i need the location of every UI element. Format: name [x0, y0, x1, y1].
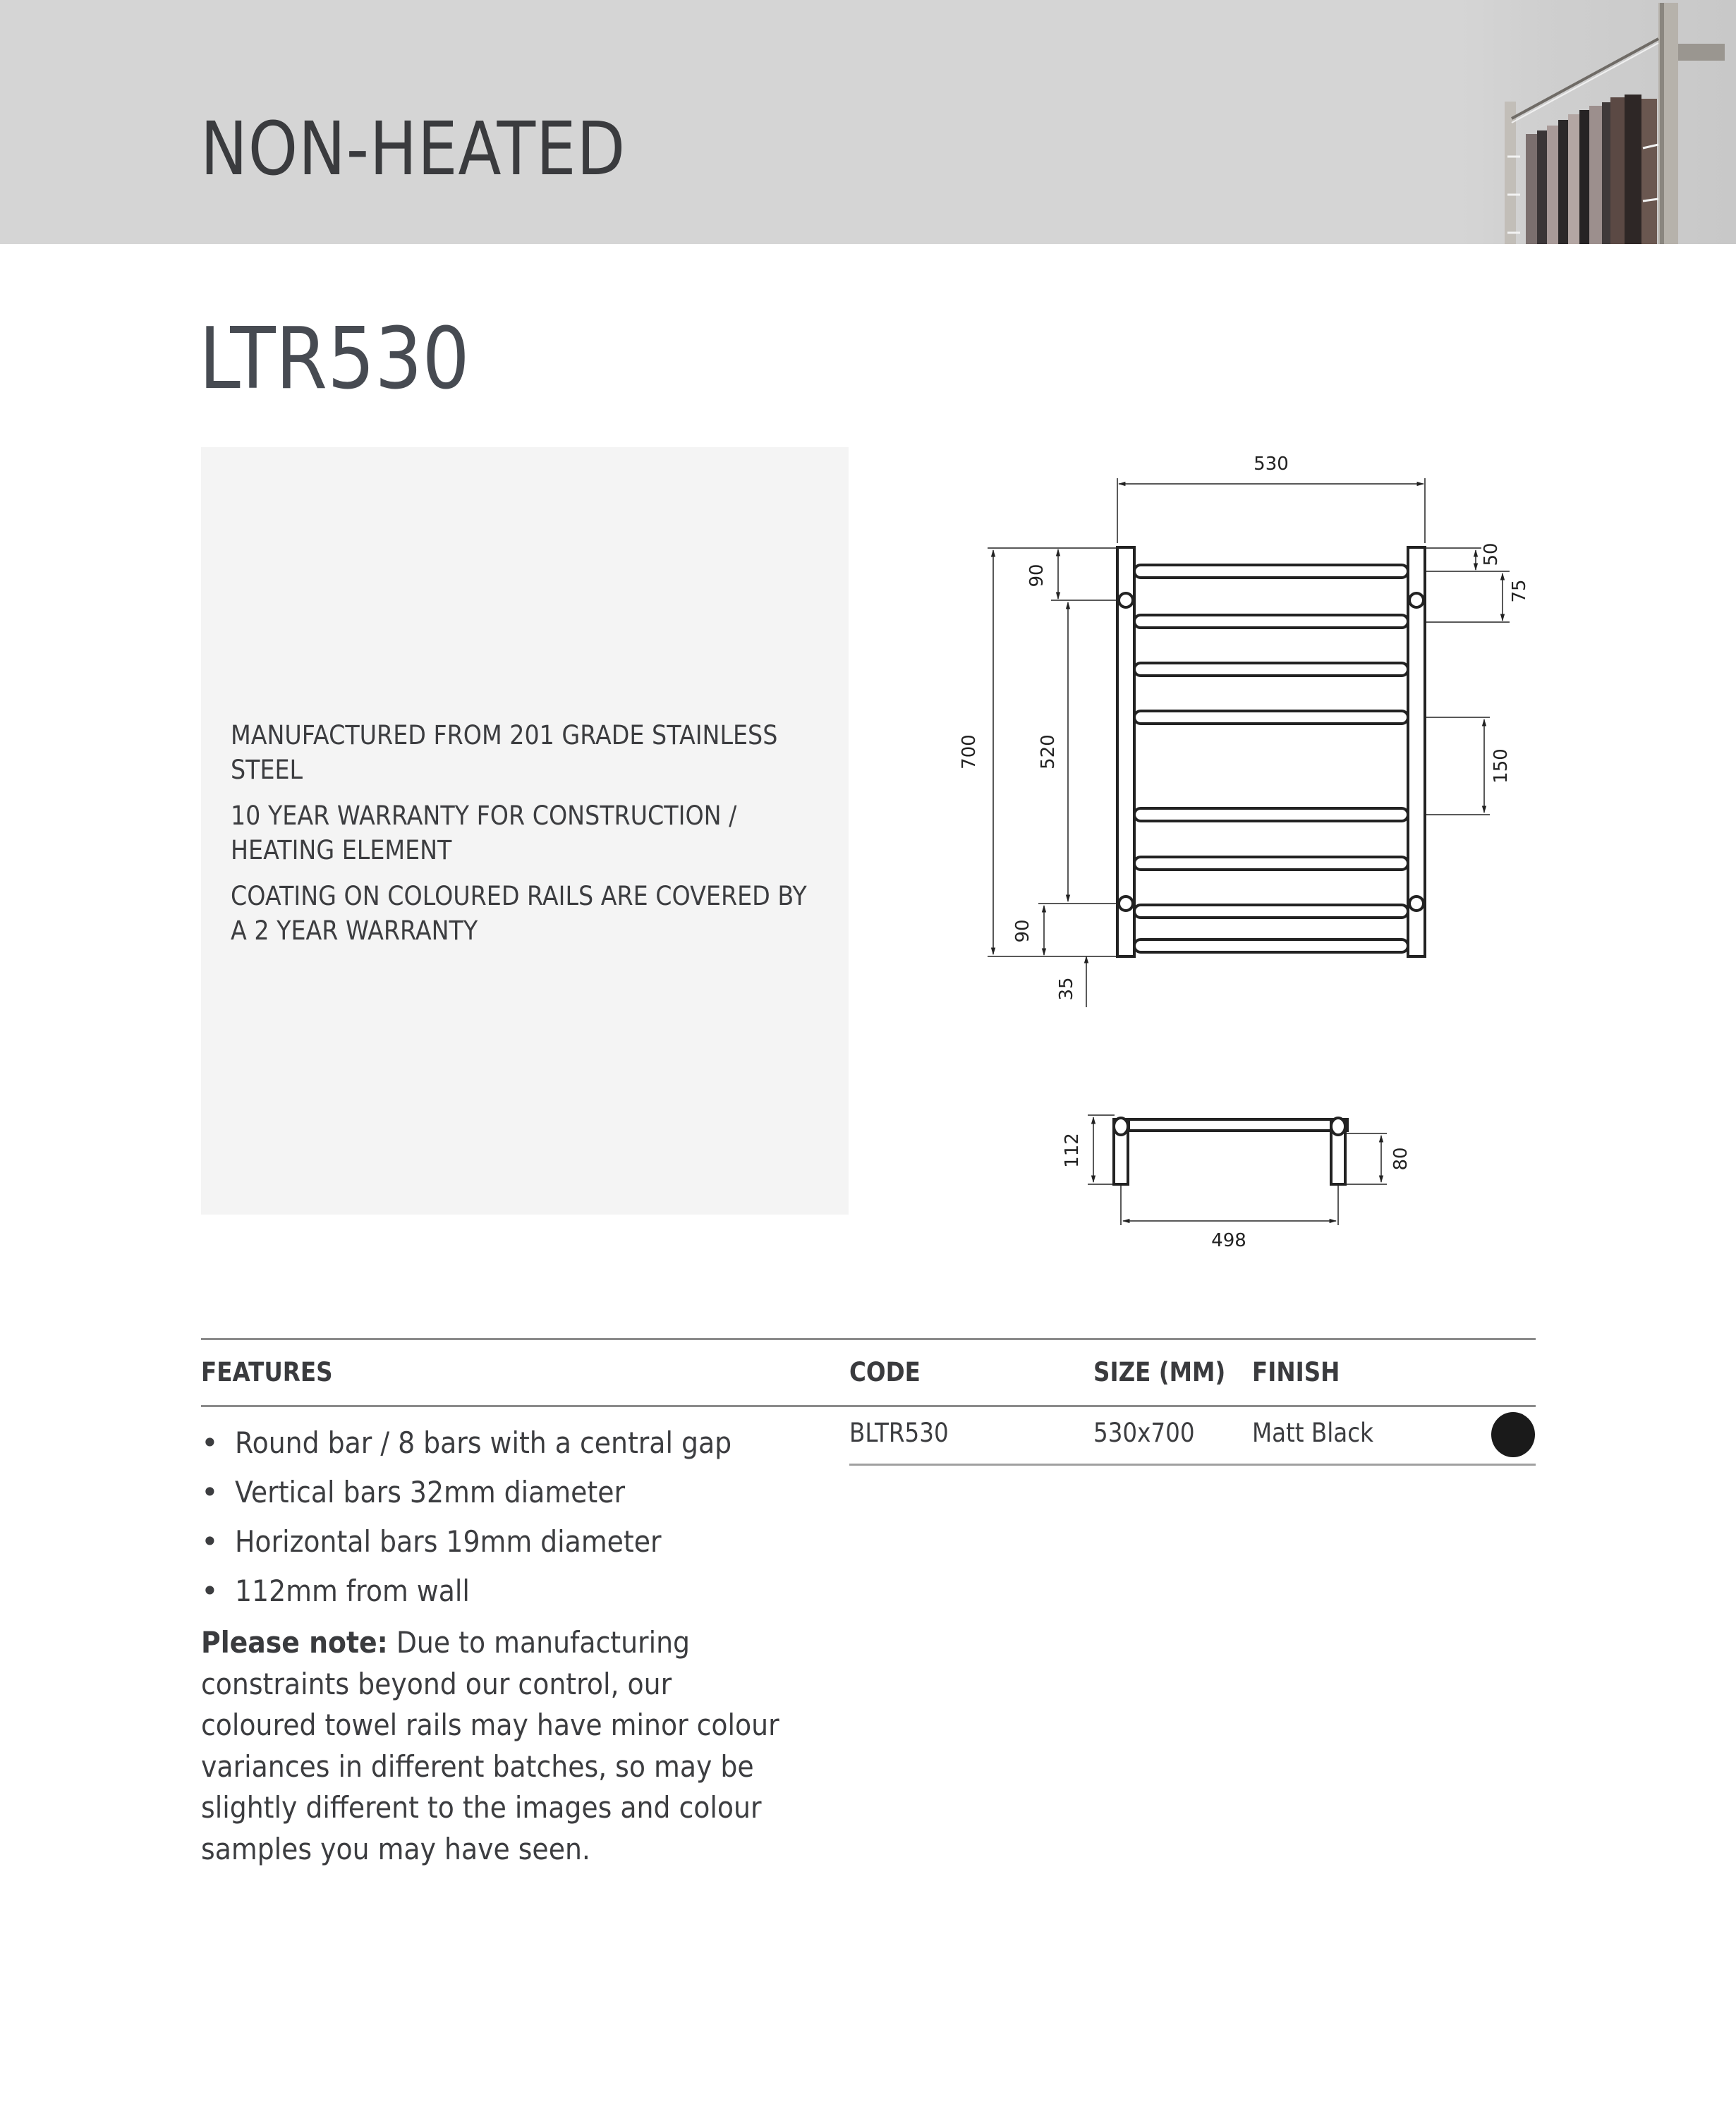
dim-bottom-mount-label: 90 [1012, 919, 1033, 943]
bullet-icon: • [201, 1574, 219, 1608]
code-header: CODE [849, 1357, 921, 1387]
product-model-title: LTR530 [199, 310, 470, 408]
finish-swatch-matt-black [1491, 1412, 1535, 1457]
dim-central-gap-label: 150 [1491, 748, 1512, 784]
row-code: BLTR530 [849, 1418, 949, 1448]
feature-item: • 112mm from wall [201, 1574, 470, 1608]
note-text: Due to manufacturing constraints beyond our control, our coloured towel rails may have minor colour variances in different batches, so may be slightly different to the images and colour samples you may have seen. [201, 1625, 779, 1866]
row-size: 530x700 [1093, 1418, 1195, 1448]
feature-item: • Horizontal bars 19mm diameter [201, 1524, 662, 1559]
category-banner [0, 0, 1736, 244]
category-title: NON-HEATED [200, 106, 626, 192]
feature-item: • Vertical bars 32mm diameter [201, 1475, 626, 1509]
dim-bar-pitch-label: 75 [1509, 579, 1530, 603]
info-item-coating-warranty: COATING ON COLOURED RAILS ARE COVERED BY A 2 YEAR WARRANTY [231, 881, 807, 946]
dim-mount-span-label: 520 [1038, 734, 1059, 770]
row-bottom-rule [849, 1464, 1536, 1466]
note-label: Please note: [201, 1625, 388, 1660]
please-note-paragraph [201, 1622, 787, 1870]
product-info-box [201, 447, 849, 1215]
dim-height-label: 700 [959, 734, 980, 770]
finish-header: FINISH [1252, 1357, 1340, 1387]
dim-floor-offset-label: 35 [1056, 977, 1077, 1001]
bullet-icon: • [201, 1425, 219, 1460]
feature-item: • Round bar / 8 bars with a central gap [201, 1425, 732, 1460]
bullet-icon: • [201, 1475, 219, 1509]
dim-depth-label: 112 [1062, 1133, 1083, 1168]
info-list [231, 718, 823, 959]
dim-width-label: 530 [1254, 454, 1289, 475]
features-list [201, 1426, 836, 1624]
dim-bracket-label: 80 [1390, 1147, 1412, 1171]
info-item-material: MANUFACTURED FROM 201 GRADE STAINLESS STEEL [231, 720, 778, 785]
size-header: SIZE (MM) [1093, 1357, 1226, 1387]
table-header-rule [201, 1405, 1536, 1407]
info-item-warranty: 10 YEAR WARRANTY FOR CONSTRUCTION / HEATING ELEMENT [231, 801, 737, 865]
table-top-rule [201, 1338, 1536, 1340]
front-elevation-diagram [945, 444, 1566, 1009]
row-finish: Matt Black [1252, 1418, 1374, 1448]
bullet-icon: • [201, 1524, 219, 1559]
dim-top-mount-label: 90 [1026, 564, 1048, 588]
features-header: FEATURES [201, 1357, 333, 1387]
towel-rail-photo [1461, 0, 1736, 244]
dim-top-bar-label: 50 [1481, 542, 1502, 566]
dim-centres-label: 498 [1211, 1230, 1246, 1248]
side-profile-diagram [1044, 1090, 1538, 1248]
